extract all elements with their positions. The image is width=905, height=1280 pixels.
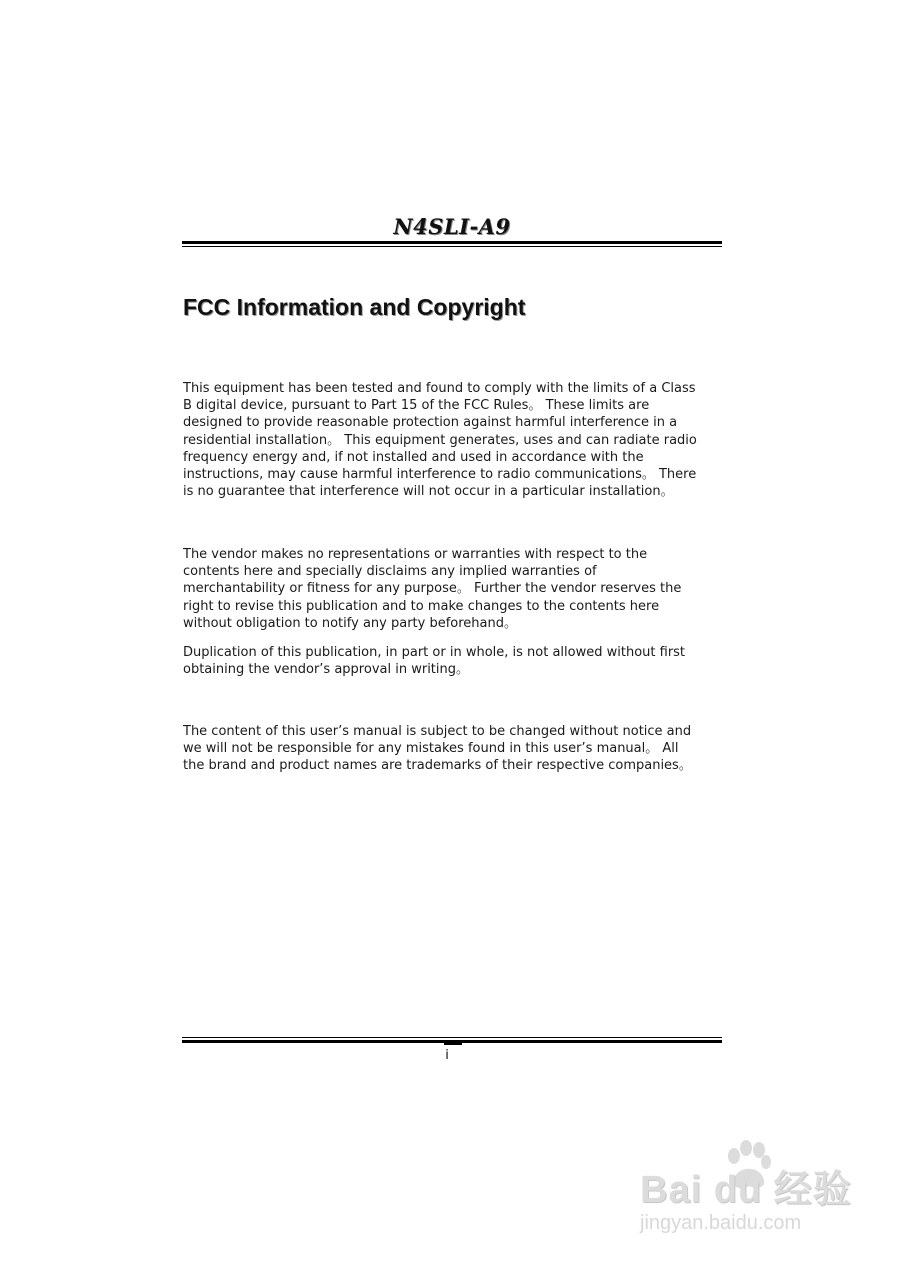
page-title: FCC Information and Copyright xyxy=(183,294,526,320)
header-rule-thin xyxy=(182,246,722,247)
paragraph-line: right to revise this publication and to make changes to the contents here xyxy=(183,598,660,614)
fcc-paragraph xyxy=(183,380,723,500)
watermark-url: jingyan.baidu.com xyxy=(640,1212,802,1234)
duplication-paragraph xyxy=(183,644,723,678)
paragraph-line: B digital device, pursuant to Part 15 of the FCC Rules。 These limits are xyxy=(183,398,650,414)
paragraph-line: This equipment has been tested and found to comply with the limits of a Class xyxy=(183,381,696,396)
paragraph-line: residential installation。 This equipment generates, uses and can radiate radio xyxy=(183,432,697,448)
disclaimer-paragraph xyxy=(183,723,723,775)
footer-tab xyxy=(444,1040,462,1045)
warranty-paragraph xyxy=(183,546,723,632)
baidu-logo-text: Bai du 经验 xyxy=(640,1169,852,1211)
paragraph-line: merchantability or fitness for any purpose。 Further the vendor reserves the xyxy=(183,581,682,597)
paragraph-line: is no guarantee that interference will not occur in a particular installation。 xyxy=(183,484,674,500)
footer-rule-thin xyxy=(182,1037,722,1038)
header-rule-thick xyxy=(182,241,722,244)
page-number: i xyxy=(445,1048,449,1063)
paragraph-line: we will not be responsible for any mistakes found in this user’s manual。 All xyxy=(183,741,679,757)
paragraph-line: the brand and product names are trademarks of their respective companies。 xyxy=(183,758,692,774)
paragraph-line: frequency energy and, if not installed and used in accordance with the xyxy=(183,449,644,465)
paragraph-line: contents here and specially disclaims any implied warranties of xyxy=(183,564,597,580)
paragraph-line: The content of this user’s manual is subject to be changed without notice and xyxy=(183,724,692,739)
paragraph-line: instructions, may cause harmful interference to radio communications。 There xyxy=(183,467,697,483)
paragraph-line: designed to provide reasonable protection against harmful interference in a xyxy=(183,415,678,431)
header-model-name: N4SLI-A9 xyxy=(393,214,511,239)
paragraph-line: The vendor makes no representations or warranties with respect to the xyxy=(183,547,648,562)
paragraph-line: obtaining the vendor’s approval in writing。 xyxy=(183,662,469,678)
baidu-watermark xyxy=(640,1140,860,1250)
paragraph-line: without obligation to notify any party beforehand。 xyxy=(183,615,517,631)
paragraph-line: Duplication of this publication, in part or in whole, is not allowed without first xyxy=(183,645,686,660)
